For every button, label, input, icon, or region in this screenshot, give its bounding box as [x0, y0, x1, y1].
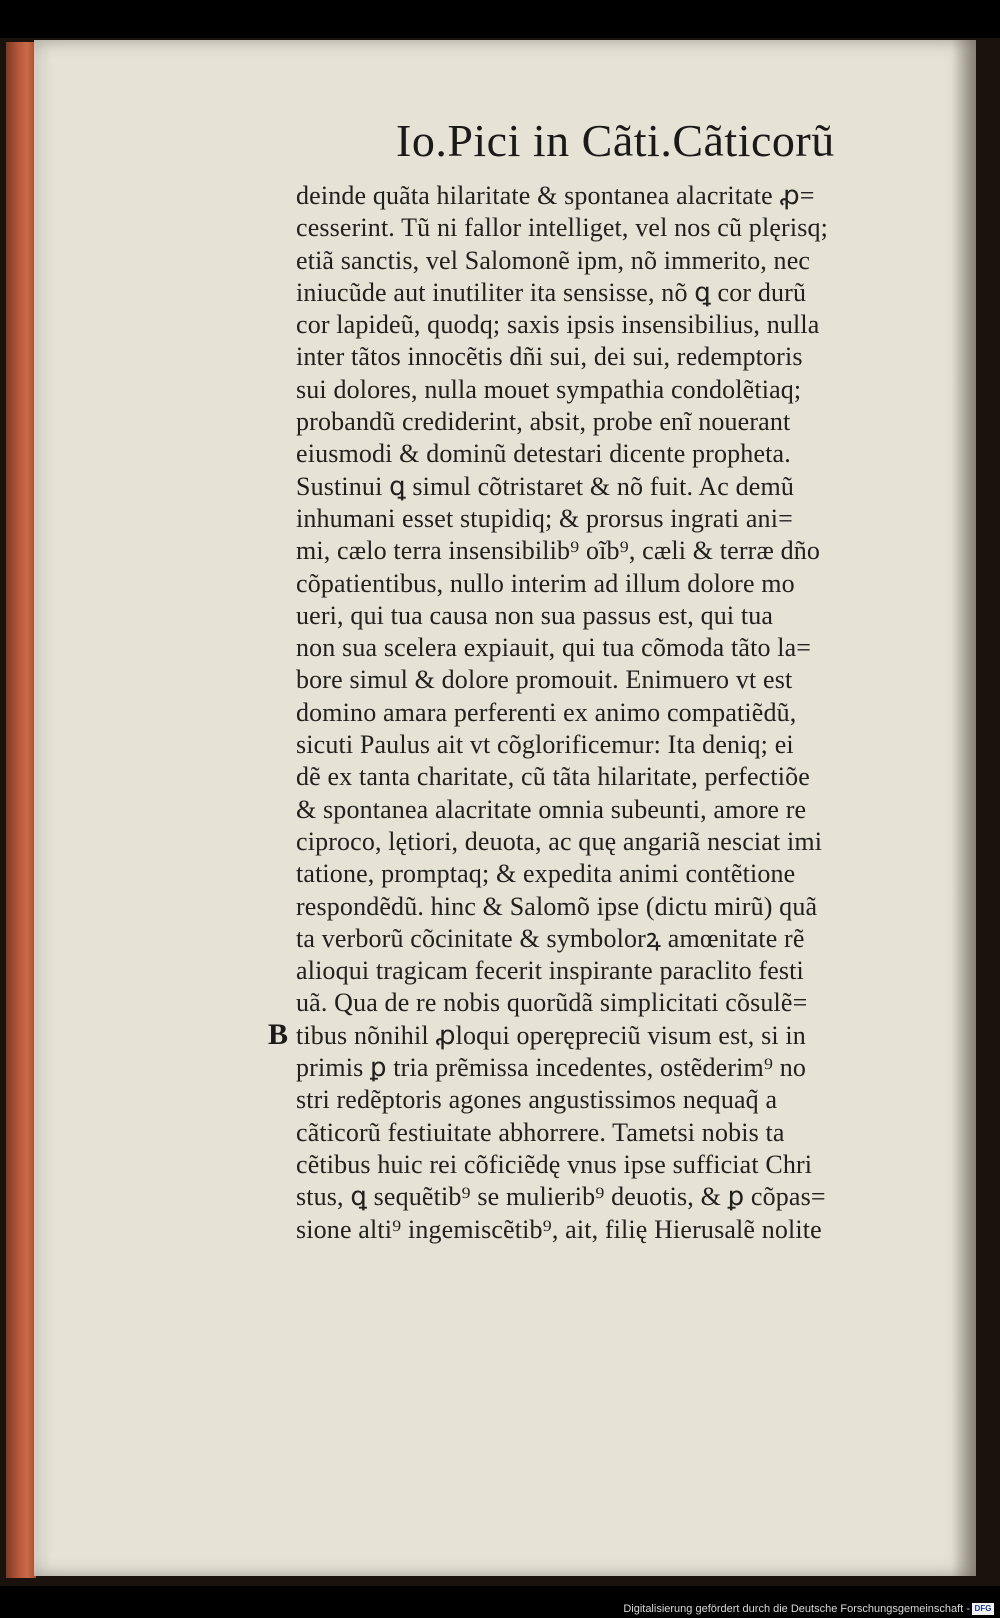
- text-line: ueri, qui tua causa non sua passus est, qui tua: [296, 600, 774, 630]
- text-line: inter tãtos innocẽtis dñi sui, dei sui, redemptoris: [296, 342, 803, 372]
- text-line: tibus nõnihil ꝓloqui operępreciũ visum est, si in: [296, 1020, 806, 1050]
- text-line: cor lapideũ, quodq; saxis ipsis insensibilius, nulla: [296, 310, 820, 340]
- text-line: ta verborũ cõcinitate & symbolorꝝ amœnitate rẽ: [296, 923, 805, 953]
- text-line: respondẽdũ. hinc & Salomõ ipse (dictu mirũ) quã: [296, 891, 818, 921]
- digitization-credit: Digitalisierung gefördert durch die Deutsche Forschungsgemeinschaft -: [623, 1603, 970, 1615]
- book-edge: [6, 42, 36, 1578]
- text-line: primis ꝑ tria prẽmissa incedentes, ostẽderim⁹ no: [296, 1053, 807, 1083]
- body-text: [296, 180, 946, 1246]
- text-line: ciproco, lętiori, deuota, ac quę angariã nesciat imi: [296, 826, 823, 856]
- text-line: sui dolores, nulla mouet sympathia condolẽtiaq;: [296, 374, 802, 404]
- text-line: deinde quãta hilaritate & spontanea alacritate ꝓ=: [296, 181, 815, 210]
- text-line: alioqui tragicam fecerit inspirante paraclito festi: [296, 956, 804, 986]
- text-line: & spontanea alacritate omnia subeunti, amore re: [296, 794, 807, 824]
- text-line: etiã sanctis, vel Salomonẽ ipm, nõ immerito, nec: [296, 245, 811, 275]
- dfg-logo: DFG: [972, 1603, 994, 1615]
- text-line: dẽ ex tanta charitate, cũ tãta hilaritate, perfectiõe: [296, 762, 810, 792]
- text-line: domino amara perferenti ex animo compatiẽdũ,: [296, 697, 797, 727]
- text-line: non sua scelera expiauit, qui tua cõmoda tãto la=: [296, 633, 812, 663]
- text-line: tatione, promptaq; & expedita animi contẽtione: [296, 859, 796, 889]
- text-line: mi, cælo terra insensibilib⁹ oĩb⁹, cæli & terræ dño: [296, 536, 821, 566]
- text-line: Sustinui ꝗ simul cõtristaret & nõ fuit. Ac demũ: [296, 471, 795, 501]
- text-line: probandũ crediderint, absit, probe enĩ nouerant: [296, 407, 791, 437]
- text-line: cãticorũ festiuitate abhorrere. Tametsi nobis ta: [296, 1117, 785, 1147]
- text-line: sione alti⁹ ingemiscẽtib⁹, ait, filię Hierusalẽ nolite: [296, 1214, 822, 1244]
- text-line: bore simul & dolore promouit. Enimuero vt est: [296, 665, 793, 695]
- text-line: stus, ꝗ sequẽtib⁹ se mulierib⁹ deuotis, & ꝑ cõpas=: [296, 1182, 826, 1212]
- text-line: cõpatientibus, nullo interim ad illum dolore mo: [296, 568, 795, 598]
- text-line: uã. Qua de re nobis quorũdã simplicitati cõsulẽ=: [296, 988, 808, 1018]
- text-line: stri redẽptoris agones angustissimos nequaq̃ a: [296, 1085, 778, 1115]
- margin-section-marker: B: [268, 1018, 289, 1051]
- running-head: Io.Pici in Cãti.Cãticorũ: [396, 115, 835, 166]
- text-line: iniucũde aut inutiliter ita sensisse, nõ ꝗ cor durũ: [296, 277, 807, 307]
- page-gutter-shadow: [952, 40, 976, 1576]
- text-line: eiusmodi & dominũ detestari dicente propheta.: [296, 439, 791, 469]
- text-line: cẽtibus huic rei cõficiẽdę vnus ipse sufficiat Chri: [296, 1149, 813, 1179]
- text-line: inhumani esset stupidiq; & prorsus ingrati ani=: [296, 503, 793, 533]
- text-line: sicuti Paulus ait vt cõglorificemur: Ita deniq; ei: [296, 730, 794, 760]
- text-line: cesserint. Tũ ni fallor intelliget, vel nos cũ plęrisq;: [296, 213, 828, 243]
